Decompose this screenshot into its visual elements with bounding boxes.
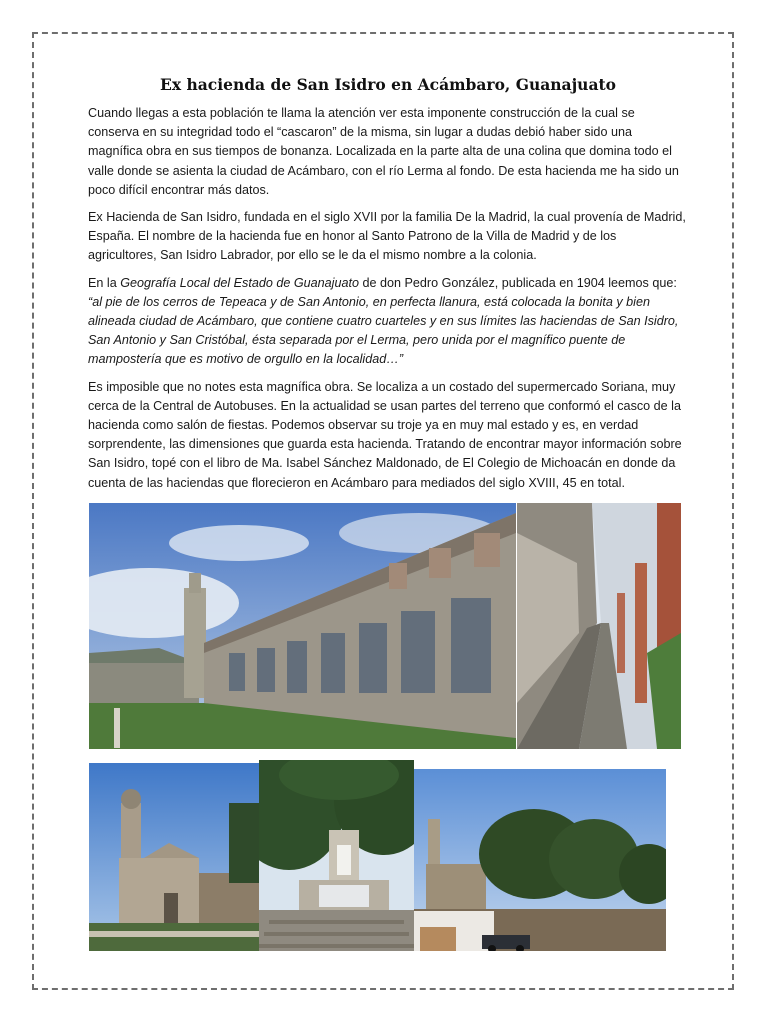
photo-church-facade — [89, 763, 259, 951]
photo-hacienda-distant-view — [414, 769, 666, 951]
historical-quote: “al pie de los cerros de Tepeaca y de San Antonio, en perfecta llanura, está colocada la bonita y bien alineada ciudad de Acámbaro, que contiene cuatro cuarteles y en sus límites las haciendas de San Isidro, San Antonio y San Cristóbal, ésta separada por el Lerma, pero unida por el magnífico puente de mampostería que es motivo de orgullo en la localidad…” — [88, 294, 679, 367]
paragraph-quote — [88, 274, 688, 370]
p3-prefix: En la — [88, 275, 121, 290]
article-title: Ex hacienda de San Isidro en Acámbaro, Guanajuato — [160, 75, 616, 94]
photo-arched-gateway-trees — [259, 760, 414, 951]
book-title: Geografía Local del Estado de Guanajuato — [120, 275, 359, 290]
photo-arcade-corridor — [517, 503, 681, 749]
photo-hacienda-arches-panorama — [89, 503, 516, 749]
paragraph-history: Ex Hacienda de San Isidro, fundada en el siglo XVII por la familia De la Madrid, la cual provenía de Madrid, España. El nombre de la hacienda fue en honor al Santo Patrono de la Villa de Madrid y de los agricultores, San Isidro Labrador, por ello se le da el mismo nombre a la colonia. — [88, 210, 686, 263]
paragraph-location: Es imposible que no notes esta magnífica obra. Se localiza a un costado del supermercado Soriana, muy cerca de la Central de Autobuses. En la actualidad se usan partes del terreno que conformó el casco de la hacienda como salón de fiestas. Podemos observar su troje ya en muy mal estado y es, en verdad sorprendente, las dimensiones que guarda esta hacienda. Tratando de encontrar mayor información sobre San Isidro, topé con el libro de Ma. Isabel Sánchez Maldonado, de El Colegio de Michoacán en donde da cuenta de las haciendas que florecieron en Acámbaro para mediados del siglo XVIII, 45 en total. — [88, 379, 682, 490]
paragraph-intro: Cuando llegas a esta población te llama la atención ver esta imponente construcción de la cual se conserva en su integridad todo el “cascaron” de la misma, sin lugar a dudas debió haber sido una magnífica obra en sus tiempos de bonanza. Localizada en la parte alta de una colina que domina todo el valle donde se asienta la ciudad de Acámbaro, con el río Lerma al fondo. De esta hacienda me ha sido un poco difícil encontrar más datos. — [88, 106, 679, 197]
p3-middle: de don Pedro González, publicada en 1904 leemos que: — [358, 275, 677, 290]
article — [88, 74, 688, 501]
